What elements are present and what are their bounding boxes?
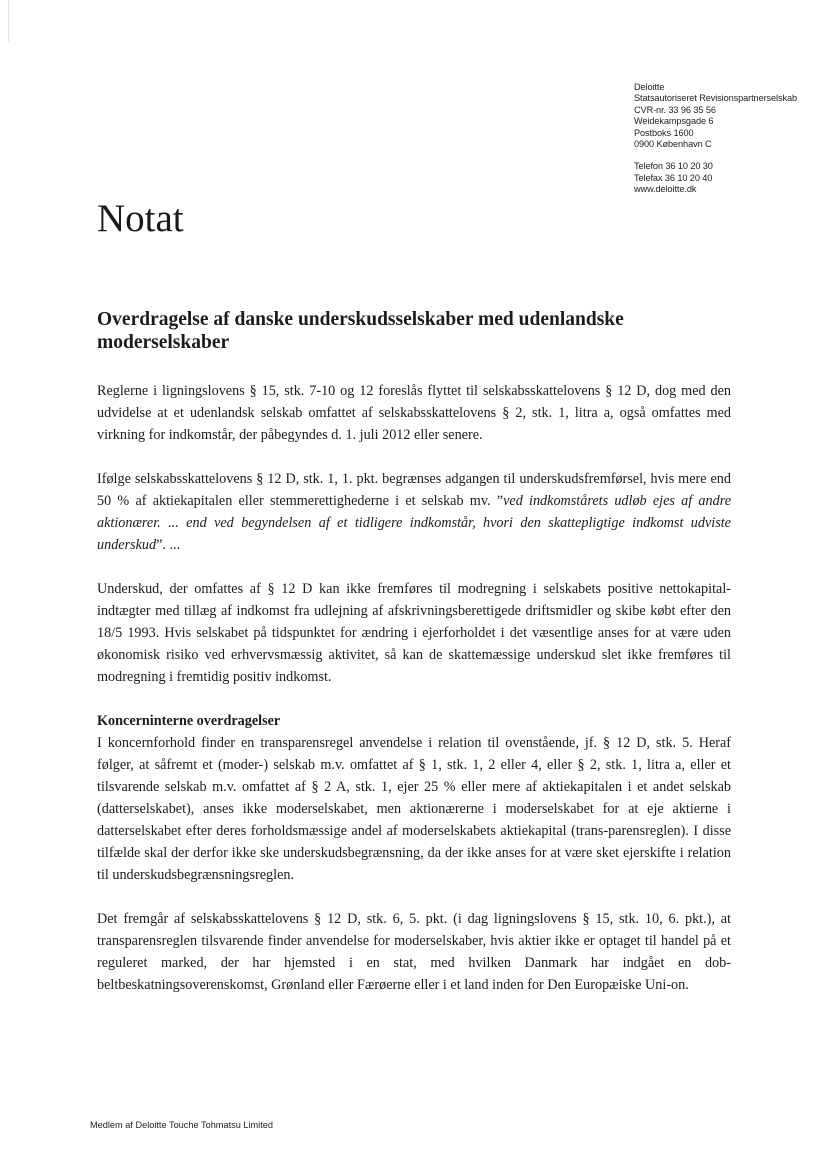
sender-line: Deloitte	[634, 82, 665, 92]
fax-line: Telefax 36 10 20 40	[634, 172, 713, 183]
spacer	[634, 150, 822, 161]
section-heading: Koncerninterne overdragelser	[97, 713, 281, 729]
sender-line: Postboks 1600	[634, 127, 694, 138]
website-line: www.deloitte.dk	[634, 184, 697, 195]
sender-line: CVR-nr. 33 96 35 56	[634, 104, 716, 115]
paragraph-lead: Ifølge selskabsskattelovens § 12 D, stk. 1, 1. pkt. begrænses adgangen til underskudsfremførsel, hvis mere end 50 % af aktiekapitalen eller stemmerettighederne i et selskab mv. ”	[97, 471, 731, 509]
document-body	[97, 308, 731, 1018]
document-title: Overdragelse af danske underskudsselskaber med udenlandske moderselskaber	[97, 309, 624, 353]
section-paragraph: Det fremgår af selskabsskattelovens § 12 D, stk. 6, 5. pkt. (i dag ligningslovens § 15, stk. 10, 6. pkt.), at transparensreglen tilsvarende finder anvendelse for moderselskaber, hvis aktier ikke er optaget til handel på et reguleret marked, der har hjemsted i en stat, med hvilken Danmark har indgået en dob-beltbeskatningsoverenskomst, Grønland eller Færøerne eller i et land inden for Den Europæiske Uni-on.	[97, 911, 731, 993]
sender-line: Statsautoriseret Revisionspartnerselskab	[634, 93, 797, 104]
phone-line: Telefon 36 10 20 30	[634, 161, 713, 172]
body-paragraph-with-quote	[97, 468, 731, 556]
sender-line: 0900 København C	[634, 139, 712, 150]
body-paragraph: Reglerne i ligningslovens § 15, stk. 7-10 og 12 foreslås flyttet til selskabsskattelovens § 12 D, dog med den udvidelse at et udenlandsk selskab omfattet af selskabsskattelovens § 2, stk. 1, litra a, også omfattes med virkning for indkomstår, der påbegyndes d. 1. juli 2012 eller senere.	[97, 383, 731, 443]
section-paragraph: I koncernforhold finder en transparensregel anvendelse i relation til ovenstående, jf. § 12 D, stk. 5. Heraf følger, at såfremt et (moder-) selskab m.v. omfattet af § 1, stk. 1, 2 eller 4, eller § 2, stk. 1, litra a, eller et tilsvarende selskab m.v. omfattet af § 2 A, stk. 1, ejer 25 % eller mere af aktiekapitalen i et andet selskab (datterselskabet), anses ikke moderselskabet, men aktionærerne i moderselskabet for at eje aktierne i datterselskabet efter deres forholdsmæssige andel af moderselskabets aktiekapital (trans-parensreglen). I disse tilfælde skal der derfor ikke ske underskudsbegrænsning, da der ikke anses for at være sket ejerskifte i relation til underskudsbegrænsningsreglen.	[97, 735, 731, 883]
paragraph-tail: ”. ...	[156, 537, 181, 553]
quoted-law-text: ved indkomstårets udløb ejes af andre aktionærer. ... end ved begyndelsen af et tidligere indkomstår, hvori den skattepligtige indkomst udviste underskud	[97, 493, 732, 553]
sender-line: Weidekampsgade 6	[634, 116, 714, 127]
scan-edge-mark	[8, 0, 9, 42]
document-type-heading: Notat	[97, 197, 184, 240]
body-paragraph: Underskud, der omfattes af § 12 D kan ikke fremføres til modregning i selskabets positive nettokapital-indtægter med tillæg af indkomst fra udlejning af afskrivningsberettigede driftsmidler og skibe købt efter den 18/5 1993. Hvis selskabet på tidspunktet for ændring i ejerforholdet i det væsentlige anses for at være uden økonomisk risiko ved erhvervsmæssig aktivitet, så kan de skattemæssige underskud slet ikke fremføres til modregning i fremtidig positiv indkomst.	[97, 581, 731, 685]
sender-address-block	[634, 82, 822, 196]
footer-membership: Medlem af Deloitte Touche Tohmatsu Limited	[90, 1120, 273, 1130]
